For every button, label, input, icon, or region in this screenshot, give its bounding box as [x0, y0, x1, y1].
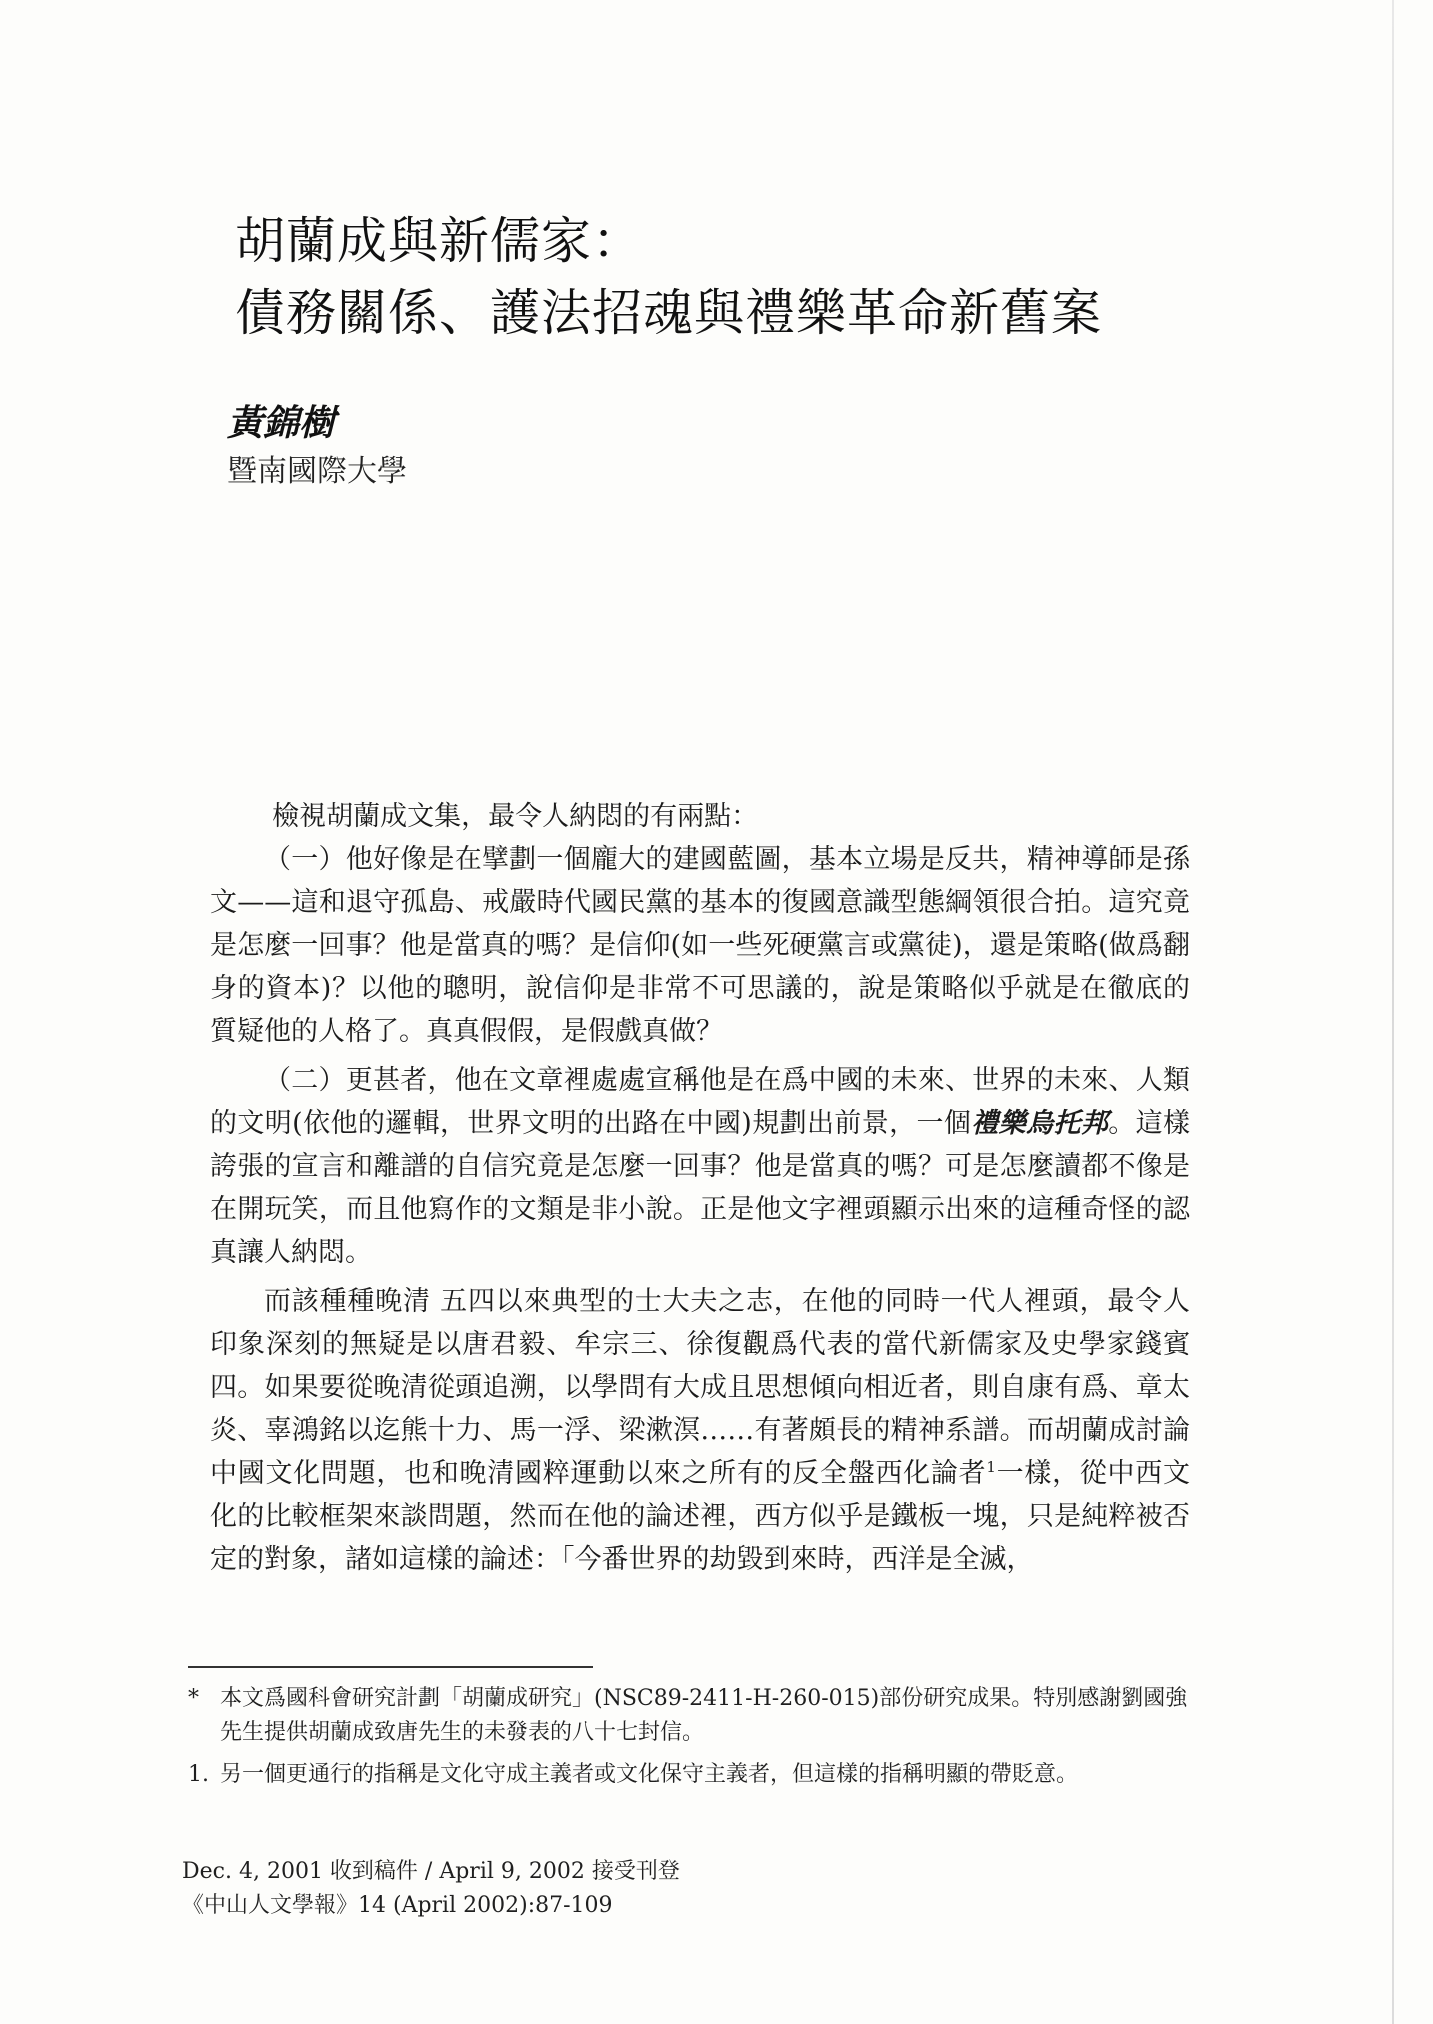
footnote-1	[188, 1758, 1188, 1792]
author-affiliation: 暨南國際大學	[227, 454, 407, 489]
title-line-1: 胡蘭成與新儒家：	[235, 212, 643, 270]
journal-citation: 《中山人文學報》14 (April 2002):87-109	[182, 1893, 613, 1918]
footnote-mark: *	[188, 1686, 199, 1711]
point-two-text-b: 。這樣誇張的宣言和離譜的自信究竟是怎麼一回事？他是當真的嗎？可是怎麼讀都不像是在開玩笑，而且他寫作的文類是非小說。正是他文字裡頭顯示出來的這種奇怪的認真讓人納悶。	[210, 1108, 1190, 1268]
point-one-paragraph: （一）他好像是在擘劃一個龐大的建國藍圖，基本立場是反共，精神導師是孫文——這和退守孤島、戒嚴時代國民黨的基本的復國意識型態綱領很合拍。這究竟是怎麼一回事？他是當真的嗎？是信仰(如一些死硬黨言或黨徒)，還是策略(做爲翻身的資本)？以他的聰明，說信仰是非常不可思議的，說是策略似乎就是在徹底的質疑他的人格了。真真假假，是假戲真做？	[210, 844, 1190, 1047]
emphasized-term: 禮樂烏托邦	[971, 1108, 1109, 1139]
footnote-text: 另一個更通行的指稱是文化守成主義者或文化保守主義者，但這樣的指稱明顯的帶貶意。	[220, 1762, 1079, 1787]
intro-paragraph: 檢視胡蘭成文集，最令人納悶的有兩點：	[272, 801, 759, 832]
footnote-text: 本文爲國科會研究計劃「胡蘭成研究」(NSC89-2411-H-260-015)部份研究成果。特別感謝劉國強先生提供胡蘭成致唐先生的未發表的八十七封信。	[220, 1686, 1188, 1745]
main-paragraph-text-a: 而該種種晚清 五四以來典型的士大夫之志，在他的同時一代人裡頭，最令人印象深刻的無疑是以唐君毅、牟宗三、徐復觀爲代表的當代新儒家及史學家錢賓四。如果要從晚清從頭追溯，以學問有大成且思想傾向相近者，則自康有爲、章太炎、辜鴻銘以迄熊十力、馬一浮、梁漱溟……有著頗長的精神系譜。而胡蘭成討論中國文化問題，也和晚清國粹運動以來之所有的反全盤西化論者	[210, 1286, 1190, 1489]
publication-info	[182, 1855, 680, 1923]
point-two-paragraph	[210, 1059, 1190, 1274]
footnote-ref-1[interactable]: 1	[986, 1458, 996, 1476]
paper-title	[235, 205, 1102, 349]
title-line-2: 債務關係、護法招魂與禮樂革命新舊案	[235, 284, 1102, 342]
footnote-mark: 1.	[188, 1762, 209, 1787]
author-name: 黃錦樹	[227, 402, 336, 444]
received-accepted-dates: Dec. 4, 2001 收到稿件 / April 9, 2002 接受刊登	[182, 1859, 680, 1884]
footnote-star	[188, 1682, 1188, 1750]
footnotes	[188, 1682, 1188, 1800]
point-two-text-a: （二）更甚者，他在文章裡處處宣稱他是在爲中國的未來、世界的未來、人類的文明(依他的邏輯，世界文明的出路在中國)規劃出前景，一個	[210, 1065, 1190, 1139]
footnote-divider	[188, 1666, 593, 1668]
body-text	[210, 795, 1190, 1581]
main-paragraph	[210, 1280, 1190, 1581]
scan-edge-line	[1392, 0, 1394, 2024]
main-paragraph-text-b: 一樣，從中西文化的比較框架來談問題，然而在他的論述裡，西方似乎是鐵板一塊，只是純粹被否定的對象，諸如這樣的論述：「今番世界的劫毀到來時，西洋是全滅，	[210, 1458, 1191, 1575]
